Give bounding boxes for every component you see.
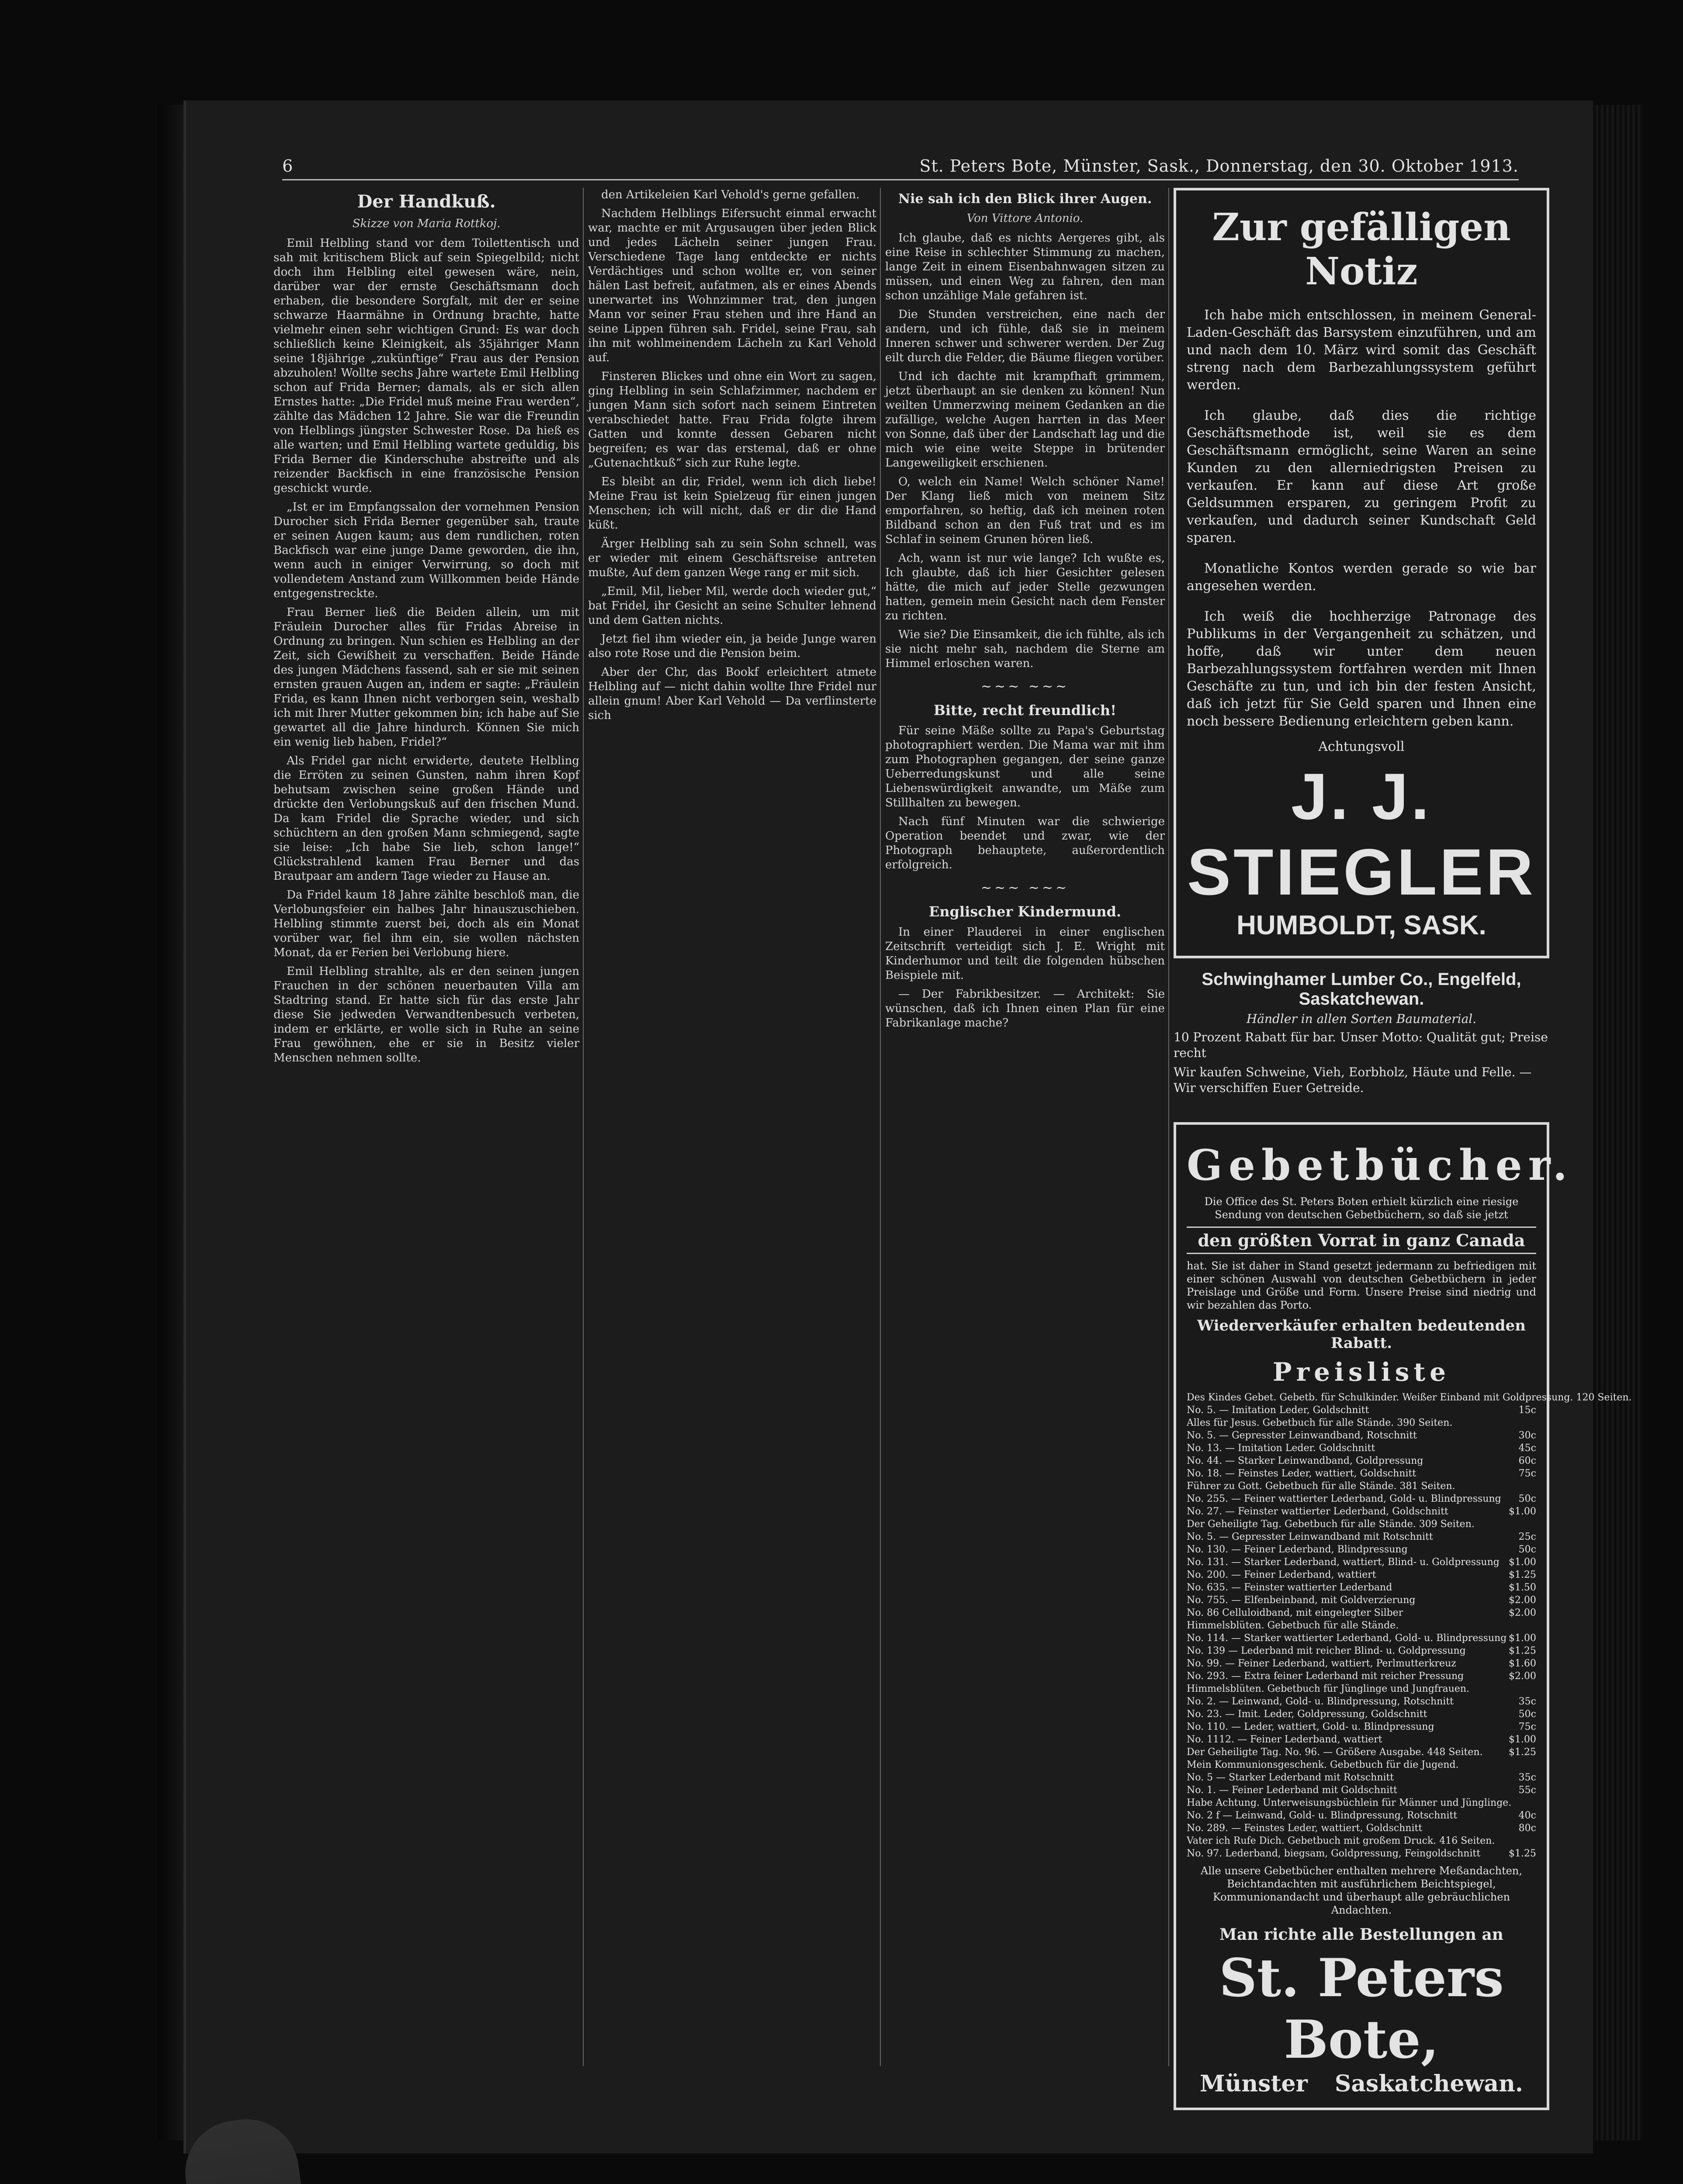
section-title: Englischer Kindermund. xyxy=(928,903,1122,920)
paragraph: Finsteren Blickes und ohne ein Wort zu sagen, ging Helbling in sein Schlafzimmer, nachdem er jungen Mann sich sofort nach seinem Eintreten verabschiedet hatte. Frau Frida folgte ihrem Gatten und konnte dessen Gebaren nicht begreifen; es war das erstemal, daß er ohne „Gutenachtkuß“ sich zur Ruhe legte. xyxy=(588,370,876,470)
section-separator: ~~~ ~~~ xyxy=(980,880,1070,895)
paragraph: „Ist er im Empfangssalon der vornehmen Pension Durocher sich Frida Berner gegenüber sah, traute er seinen Augen kaum; aus dem rundlichen, roten Backfisch war eine junge Dame geworden, die ihn, wenn auch in einiger Verwirrung, so doch mit vollendetem Anstand zum Willkommen beide Hände entgegenstreckte. xyxy=(274,501,579,600)
price-item-value: 50c xyxy=(1518,1493,1536,1504)
price-item-label: No. 18. — Feinstes Leder, wattiert, Goldschnitt xyxy=(1187,1468,1416,1479)
notice-paragraph: Ich glaube, daß dies die richtige Geschäftsmethode ist, weil sie es dem Geschäftsmann ermöglicht, seine Waren an seine Kunden zu den allerniedrigsten Preisen zu verkaufen. Er kann auf diese Art große Geldsummen ersparen, zu geringem Profit zu verkaufen, und dadurch seiner Kundschaft Geld sparen. xyxy=(1187,408,1536,546)
price-item-value: $2.00 xyxy=(1509,1595,1536,1606)
section-body xyxy=(885,724,1165,872)
price-item-value: $1.50 xyxy=(1509,1582,1536,1593)
price-item-label: No. 23. — Imit. Leder, Goldpressung, Goldschnitt xyxy=(1187,1709,1427,1720)
story-body xyxy=(274,236,579,1065)
merchant-location: HUMBOLDT, SASK. xyxy=(1236,910,1486,940)
price-item-label: Der Geheiligte Tag. No. 96. — Größere Ausgabe. 448 Seiten. xyxy=(1187,1747,1483,1758)
paragraph: Emil Helbling stand vor dem Toilettentisch und sah mit kritischem Blick auf sein Spiegelbild; nicht doch ihm Helbling eitel gewesen wäre, nein, darüber war der ernste Geschäftsmann doch erhaben, die besondere Sorgfalt, mit der er seine schwarze Haarmähne in Ordnung brachte, hatte vielmehr einen sehr wichtigen Grund: Es war doch schließlich keine Kleinigkeit, als 35jähriger Mann seine 18jährige „zukünftige“ Frau aus der Pension abzuholen! Wollte sechs Jahre wartete Emil Helbling schon auf Frida Berner; damals, als er sich allen Ernstes hatte: „Die Fridel muß meine Frau werden“, zählte das Mädchen 12 Jahre. Sie war die Freundin von Helblings jüngster Schwester Rose. Da hieß es alle warten; und Emil Helbling wartete geduldig, bis Frida Berner die Kinderschuhe abstreifte und als reizender Backfisch in eine französische Pension geschickt wurde. xyxy=(274,237,579,495)
price-item-label: Der Geheiligte Tag. Gebetbuch für alle Stände. 309 Seiten. xyxy=(1187,1519,1475,1530)
price-item-value: 35c xyxy=(1518,1772,1536,1783)
price-item-label: No. 139 — Lederband mit reicher Blind- u. Goldpressung xyxy=(1187,1645,1466,1656)
price-row xyxy=(1187,1759,1536,1771)
story-byline: Skizze von Maria Rottkoj. xyxy=(352,217,501,230)
price-item-value: $1.25 xyxy=(1509,1848,1536,1859)
price-item-label: No. 5. — Gepresster Leinwandband, Rotschnitt xyxy=(1187,1430,1417,1441)
price-row xyxy=(1187,1771,1536,1784)
notice-paragraph: Ich weiß die hochherzige Patronage des Publikums in der Vergangenheit zu schätzen, und hoffe, daß wir unter dem neuen Barbezahlungssystem fortfahren werden mit Ihnen Geschäfte zu tun, und ich bin der festen Ansicht, daß ich jetzt für Sie Geld sparen und Ihnen eine noch bessere Bedienung erleichtern geben kann. xyxy=(1187,609,1536,729)
price-item-value xyxy=(1488,1417,1536,1429)
prayerbook-banner: den größten Vorrat in ganz Canada xyxy=(1187,1227,1536,1254)
story-byline: Von Vittore Antonio. xyxy=(966,212,1084,225)
price-item-label: Alles für Jesus. Gebetbuch für alle Stände. 390 Seiten. xyxy=(1187,1417,1453,1428)
paragraph: Jetzt fiel ihm wieder ein, ja beide Junge waren also rote Rose und die Pension beim. xyxy=(588,632,876,660)
price-item-label: No. 110. — Leder, wattiert, Gold- u. Blindpressung xyxy=(1187,1721,1434,1732)
paragraph: Nach fünf Minuten war die schwierige Operation beendet und zwar, wie der Photograph behauptete, außerordentlich erfolgreich. xyxy=(885,815,1165,871)
price-item-value: 75c xyxy=(1518,1468,1536,1479)
price-item-value: 45c xyxy=(1518,1443,1536,1454)
price-row xyxy=(1187,1784,1536,1797)
paragraph: Und ich dachte mit krampfhaft grimmem, jetzt überhaupt an sie denken zu können! Nun weilten Ummerzwing meinem Gedanken an die zufällige, welche Augen harrten in das Meer von Sonne, daß über der Landschaft lag und die mich wie eine weite Steppe in brütender Langeweiligkeit erschienen. xyxy=(885,370,1165,470)
order-instruction: Man richte alle Bestellungen an xyxy=(1219,1925,1503,1944)
paragraph: Frau Berner ließ die Beiden allein, um mit Fräulein Durocher alles für Fridas Abreise in Ordnung zu bringen. Nun schien es Helbling an der Zeit, sich Gewißheit zu verschaffen. Beide Hände des jungen Mädchens fassend, sah er sie mit seinen ernsten grauen Augen an, indem er sagte: „Fräulein Frida, es kann Ihnen nicht verborgen sein, weshalb ich mit Ihrer Mutter gekommen bin; ich habe auf Sie gewartet all die Jahre hindurch. Können Sie mich ein wenig lieb haben, Fridel?“ xyxy=(274,606,579,749)
lumber-subtitle: Händler in allen Sorten Baumaterial. xyxy=(1246,1012,1477,1026)
price-row xyxy=(1187,1797,1536,1809)
price-item-value xyxy=(1488,1683,1536,1695)
price-row xyxy=(1187,1493,1536,1505)
masthead-line: St. Peters Bote, Münster, Sask., Donnerstag, den 30. Oktober 1913. xyxy=(919,156,1519,176)
price-row xyxy=(1187,1708,1536,1721)
ad-stiegler-notice xyxy=(1174,188,1549,958)
price-row xyxy=(1187,1683,1536,1695)
price-item-value xyxy=(1488,1759,1536,1771)
price-item-label: No. 293. — Extra feiner Lederband mit reicher Pressung xyxy=(1187,1671,1464,1682)
story-body xyxy=(885,231,1165,671)
column-story-blick xyxy=(885,188,1165,2066)
price-item-value: $1.00 xyxy=(1509,1506,1536,1517)
price-row xyxy=(1187,1404,1536,1417)
price-item-value: $2.00 xyxy=(1509,1607,1536,1618)
price-item-label: No. 5. — Imitation Leder, Goldschnitt xyxy=(1187,1405,1369,1416)
paragraph: Die Stunden verstreichen, eine nach der andern, und ich fühle, daß sie in meinem Inneren schwer und schwerer werden. Der Zug eilt durch die Felder, die Bäume fliegen vorüber. xyxy=(885,308,1165,364)
lumber-line: Wir kaufen Schweine, Vieh, Eorbholz, Häute und Felle. — Wir verschiffen Euer Getreide. xyxy=(1174,1065,1532,1095)
paragraph: In einer Plauderei in einer englischen Zeitschrift verteidigt sich J. E. Wright mit Kinderhumor und teilt die folgenden hübschen Beispiele mit. xyxy=(885,926,1165,982)
price-item-label: No. 13. — Imitation Leder. Goldschnitt xyxy=(1187,1443,1375,1454)
paragraph: — Der Fabrikbesitzer. — Architekt: Sie wünschen, daß ich Ihnen einen Plan für eine Fabrikanlage mache? xyxy=(885,988,1165,1030)
price-item-label: No. 1. — Feiner Lederband mit Goldschnitt xyxy=(1187,1785,1397,1796)
price-row xyxy=(1187,1518,1536,1531)
price-item-label: No. 44. — Starker Leinwandband, Goldpressung xyxy=(1187,1455,1423,1466)
notice-body xyxy=(1187,307,1536,730)
price-row xyxy=(1187,1645,1536,1657)
price-row xyxy=(1187,1733,1536,1746)
price-row xyxy=(1187,1543,1536,1556)
price-item-label: No. 130. — Feiner Lederband, Blindpressung xyxy=(1187,1544,1408,1555)
prayerbook-title: Gebetbücher. xyxy=(1187,1140,1574,1190)
price-item-label: No. 255. — Feiner wattierter Lederband, Gold- u. Blindpressung xyxy=(1187,1493,1501,1504)
ad-gebetbuecher xyxy=(1174,1122,1632,2110)
price-row xyxy=(1187,1531,1536,1543)
paragraph: Ach, wann ist nur wie lange? Ich wußte es, Ich glaubte, daß ich hier Gesichter gelesen hätte, die mich auf jeder Stelle gezwungen hatten, gemein mein Gesicht nach dem Fenster zu richten. xyxy=(885,552,1165,622)
price-item-label: No. 5 — Starker Lederband mit Rotschnitt xyxy=(1187,1772,1394,1783)
price-item-label: No. 2. — Leinwand, Gold- u. Blindpressung, Rotschnitt xyxy=(1187,1696,1454,1707)
story-title: Der Handkuß. xyxy=(357,191,496,212)
price-item-value xyxy=(1488,1619,1536,1632)
price-row xyxy=(1187,1391,1632,1404)
merchant-name: J. J. STIEGLER xyxy=(1187,760,1536,909)
page-header xyxy=(282,153,1519,180)
price-item-value: 80c xyxy=(1518,1823,1536,1834)
notice-signoff: Achtungsvoll xyxy=(1318,739,1405,754)
price-row xyxy=(1187,1670,1536,1683)
reseller-note: Wiederverkäufer erhalten bedeutenden Rabatt. xyxy=(1197,1317,1526,1352)
notice-title: Zur gefälligen Notiz xyxy=(1212,205,1511,294)
notice-paragraph: Monatliche Kontos werden gerade so wie bar angesehen werden. xyxy=(1187,561,1536,594)
publisher-town: Münster xyxy=(1200,2070,1308,2097)
prayerbook-paragraph: hat. Sie ist daher in Stand gesetzt jedermann zu befriedigen mit einer schönen Auswahl von deutschen Gebetbüchern in jeder Preislage und Größe und Form. Unsere Preise sind niedrig und wir bezahlen das Porto. xyxy=(1187,1260,1536,1311)
price-row xyxy=(1187,1822,1536,1835)
price-item-value xyxy=(1488,1480,1536,1493)
price-item-value: 15c xyxy=(1518,1405,1536,1416)
price-item-label: Himmelsblüten. Gebetbuch für alle Stände. xyxy=(1187,1620,1399,1631)
price-row xyxy=(1187,1594,1536,1607)
price-item-label: No. 1112. — Feiner Lederband, wattiert xyxy=(1187,1734,1382,1745)
pricelist-title: Preisliste xyxy=(1272,1357,1451,1387)
newspaper-page xyxy=(184,100,1632,2153)
price-row xyxy=(1187,1429,1536,1442)
price-item-value: $1.00 xyxy=(1509,1633,1536,1644)
price-item-label: No. 755. — Elfenbeinband, mit Goldverzierung xyxy=(1187,1595,1416,1606)
paragraph: Es bleibt an dir, Fridel, wenn ich dich liebe! Meine Frau ist kein Spielzeug für einen jungen Menschen; ich will nicht, daß er dir die Hand küßt. xyxy=(588,475,876,532)
page-number: 6 xyxy=(282,156,293,176)
price-item-value: $1.60 xyxy=(1509,1658,1536,1669)
price-row xyxy=(1187,1657,1536,1670)
price-item-value: 30c xyxy=(1518,1430,1536,1441)
story-title: Nie sah ich den Blick ihrer Augen. xyxy=(898,191,1152,207)
price-row xyxy=(1187,1505,1536,1518)
section-title: Bitte, recht freundlich! xyxy=(933,702,1117,719)
price-item-label: Habe Achtung. Unterweisungsbüchlein für Männer und Jünglinge. xyxy=(1187,1797,1512,1808)
price-item-label: No. 27. — Feinster wattierter Lederband, Goldschnitt xyxy=(1187,1506,1448,1517)
price-item-label: No. 635. — Feinster wattierter Lederband xyxy=(1187,1582,1392,1593)
column-story-handkuss xyxy=(274,188,579,2066)
paragraph: Ich glaube, daß es nichts Aergeres gibt, als eine Reise in schlechter Stimmung zu machen, lange Zeit in einem Eisenbahnwagen sitzen zu müssen, und einen Weg zu fahren, den man schon unzählige Male gefahren ist. xyxy=(885,232,1165,302)
price-row xyxy=(1187,1417,1536,1429)
paragraph: Ärger Helbling sah zu sein Sohn schnell, was er wieder mit einem Geschäftsreise antreten mußte, Auf dem ganzen Wege rang er mit sich. xyxy=(588,537,876,579)
price-item-value xyxy=(1511,1797,1536,1809)
price-row xyxy=(1187,1847,1536,1860)
notice-paragraph: Ich habe mich entschlossen, in meinem General-Laden-Geschäft das Barsystem einzuführen, und am und nach dem 10. März wird somit das Geschäft streng nach dem Barbezahlungssystem geführt werden. xyxy=(1187,308,1536,393)
price-item-label: Himmelsblüten. Gebetbuch für Jünglinge und Jungfrauen. xyxy=(1187,1683,1470,1694)
price-item-value: 35c xyxy=(1518,1696,1536,1707)
column-advertisements xyxy=(1174,188,1632,2097)
price-item-value: 75c xyxy=(1518,1721,1536,1732)
price-item-label: Vater ich Rufe Dich. Gebetbuch mit großem Druck. 416 Seiten. xyxy=(1187,1835,1495,1846)
price-item-value: $1.00 xyxy=(1509,1557,1536,1568)
price-row xyxy=(1187,1455,1536,1467)
price-item-label: No. 131. — Starker Lederband, wattiert, Blind- u. Goldpressung xyxy=(1187,1557,1499,1568)
price-item-value: 40c xyxy=(1518,1810,1536,1821)
publisher-province: Saskatchewan. xyxy=(1334,2070,1523,2097)
price-row xyxy=(1187,1746,1536,1759)
price-row xyxy=(1187,1480,1536,1493)
price-item-label: Des Kindes Gebet. Gebetb. für Schulkinder. Weißer Einband mit Goldpressung. 120 Seiten. xyxy=(1187,1392,1632,1403)
column-story-continued xyxy=(588,188,876,2066)
price-item-value: $1.25 xyxy=(1509,1645,1536,1656)
column-rule xyxy=(880,188,881,2066)
section-separator: ~~~ ~~~ xyxy=(980,679,1070,694)
price-item-value: $1.25 xyxy=(1509,1569,1536,1580)
price-item-value: $2.00 xyxy=(1509,1671,1536,1682)
paragraph: Emil Helbling strahlte, als er den seinen jungen Frauchen in der schönen neuerbauten Villa am Stadtring stand. Er hatte sich für das erste Jahr diese Sie jedweden Verwandtenbesuch verbeten, indem er erklärte, er wolle sich in Ruhe an seine Frau gewöhnen, ehe er sie in Besitz vieler Menschen nehmen sollte. xyxy=(274,965,579,1064)
price-row xyxy=(1187,1721,1536,1733)
prayerbook-footnote: Alle unsere Gebetbücher enthalten mehrere Meßandachten, Beichtandachten mit ausführlichem Beichtspiegel, Kommunionandacht und überhaupt alle gebräuchlichen Andachten. xyxy=(1200,1865,1523,1916)
page-stack-edge xyxy=(1590,105,1643,2140)
price-item-value: 50c xyxy=(1518,1544,1536,1555)
price-item-label: No. 114. — Starker wattierter Lederband, Gold- u. Blindpressung xyxy=(1187,1633,1507,1644)
paragraph: Nachdem Helblings Eifersucht einmal erwacht war, machte er mit Argusaugen über jeden Blick und jedes Lächeln seiner jungen Frau. Verschiedene Tage lang entdeckte er nichts Verdächtiges und schon wollte er, von seiner hälen Last befreit, aufatmen, als er eines Abends unerwartet ins Wohnzimmer trat, den jungen Mann vor seiner Frau stehen und ihre Hand an seine Lippen führen sah. Fridel, seine Frau, sah ihn mit wohlmeinendem Lächeln zu Karl Vehold auf. xyxy=(588,207,876,364)
lumber-line: 10 Prozent Rabatt für bar. Unser Motto: Qualität gut; Preise recht xyxy=(1174,1030,1548,1060)
story-body xyxy=(588,188,876,723)
price-row xyxy=(1187,1607,1536,1619)
price-list xyxy=(1187,1391,1632,1860)
paragraph: Wie sie? Die Einsamkeit, die ich fühlte, als ich sie nicht mehr sah, nachdem die Sterne am Himmel erloschen waren. xyxy=(885,628,1165,670)
publisher-address xyxy=(1187,2070,1536,2097)
price-item-label: No. 5. — Gepresster Leinwandband mit Rotschnitt xyxy=(1187,1531,1433,1542)
price-item-label: No. 289. — Feinstes Leder, wattiert, Goldschnitt xyxy=(1187,1823,1423,1834)
price-row xyxy=(1187,1467,1536,1480)
paragraph: Aber der Chr, das Bookf erleichtert atmete Helbling auf — nicht dahin wollte Ihre Fridel nur allein gnum! Aber Karl Vehold — Da verflinsterte sich xyxy=(588,666,876,722)
ad-lumber xyxy=(1174,970,1549,1096)
price-item-label: No. 2 f — Leinwand, Gold- u. Blindpressung, Rotschnitt xyxy=(1187,1810,1458,1821)
paragraph: den Artikeleien Karl Vehold's gerne gefallen. xyxy=(601,188,860,201)
price-item-value xyxy=(1495,1835,1536,1847)
publisher-name: St. Peters Bote, xyxy=(1219,1947,1504,2070)
price-item-value: $1.00 xyxy=(1509,1734,1536,1745)
price-row xyxy=(1187,1581,1536,1594)
price-item-label: No. 86 Celluloidband, mit eingelegter Silber xyxy=(1187,1607,1403,1618)
price-row xyxy=(1187,1632,1536,1645)
price-item-value: 50c xyxy=(1518,1709,1536,1720)
price-item-label: Mein Kommunionsgeschenk. Gebetbuch für die Jugend. xyxy=(1187,1759,1459,1770)
paragraph: „Emil, Mil, lieber Mil, werde doch wieder gut,“ bat Fridel, ihr Gesicht an seine Schulter lehnend und dem Gatten nichts. xyxy=(588,585,876,627)
price-row xyxy=(1187,1809,1536,1822)
price-row xyxy=(1187,1835,1536,1847)
lumber-title: Schwinghamer Lumber Co., Engelfeld, Saskatchewan. xyxy=(1202,970,1521,1009)
price-item-label: Führer zu Gott. Gebetbuch für alle Stände. 381 Seiten. xyxy=(1187,1481,1455,1492)
price-item-label: No. 200. — Feiner Lederband, wattiert xyxy=(1187,1569,1376,1580)
section-body xyxy=(885,925,1165,1030)
price-item-value: 55c xyxy=(1518,1785,1536,1796)
price-item-label: No. 99. — Feiner Lederband, wattiert, Perlmutterkreuz xyxy=(1187,1658,1456,1669)
price-item-label: No. 97. Lederband, biegsam, Goldpressung, Feingoldschnitt xyxy=(1187,1848,1481,1859)
paragraph: Für seine Mäße sollte zu Papa's Geburtstag photographiert werden. Die Mama war mit ihm zum Photographen gegangen, der seine ganze Ueberredungskunst und alle seine Liebenswürdigkeit anwandte, um Mäße zum Stillhalten zu bewegen. xyxy=(885,724,1165,809)
price-row xyxy=(1187,1569,1536,1581)
price-item-value: 25c xyxy=(1518,1531,1536,1542)
prayerbook-intro: Die Office des St. Peters Boten erhielt kürzlich eine riesige Sendung von deutschen Gebetbüchern, so daß sie jetzt xyxy=(1204,1196,1519,1221)
price-item-value: $1.25 xyxy=(1509,1747,1536,1758)
price-item-value xyxy=(1488,1518,1536,1531)
price-row xyxy=(1187,1442,1536,1455)
column-rule xyxy=(583,188,584,2066)
paragraph: Da Fridel kaum 18 Jahre zählte beschloß man, die Verlobungsfeier ein halbes Jahr hinauszuschieben. Helbling stimmte zuerst bei, doch als ein Monat vorüber war, fiel ihm ein, sie wollen nächsten Monat, da er Ferien bei Verlobung hiere. xyxy=(274,888,579,959)
column-rule xyxy=(1168,188,1169,2066)
price-item-value: 60c xyxy=(1518,1455,1536,1466)
paragraph: Als Fridel gar nicht erwiderte, deutete Helbling die Erröten zu seinen Gunsten, nahm ihren Kopf behutsam zwischen seine großen Hände und drückte den Verlobungskuß auf den frischen Mund. Da kam Fridel die Sprache wieder, und sich schüchtern an den großen Mann schmiegend, sagte sie leise: „Ich habe Sie lieb, schon lange!“ Glückstrahlend kamen Frau Berner und das Brautpaar am andern Tage wieder zu Hause an. xyxy=(274,754,579,883)
price-row xyxy=(1187,1556,1536,1569)
paragraph: O, welch ein Name! Welch schöner Name! Der Klang ließ mich von meinem Sitz emporfahren, so heftig, daß ich meinen roten Bildband schon an den Fuß trat und es im Schlaf in seinem Grunen hören ließ. xyxy=(885,475,1165,546)
price-row xyxy=(1187,1695,1536,1708)
price-row xyxy=(1187,1619,1536,1632)
